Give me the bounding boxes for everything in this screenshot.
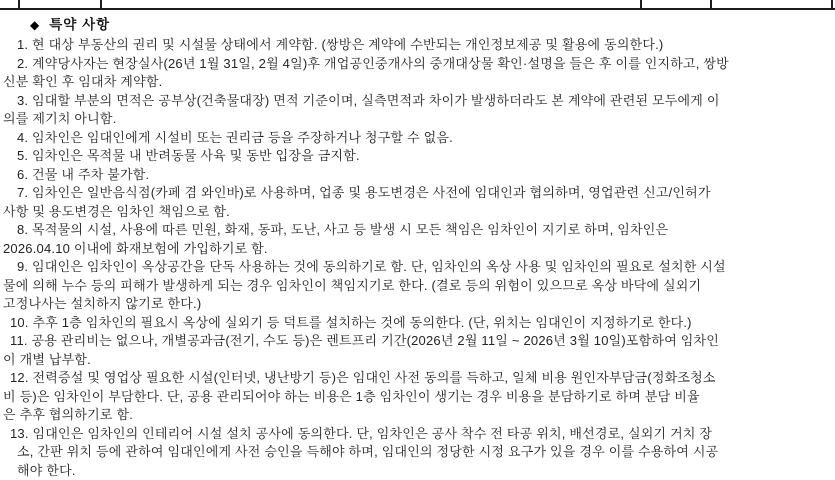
table-column-divider <box>18 0 20 9</box>
term-item-11-line: 11. 공용 관리비는 없으나, 개별공과금(전기, 수도 등)은 렌트프리 기간(2026년 2월 11일 ~ 2026년 3월 10일)포함하여 임차인 <box>10 333 720 348</box>
diamond-icon: ◆ <box>30 18 41 32</box>
term-item-13-line: 소, 간판 위치 등에 관하여 임대인에게 사전 승인을 득해야 하며, 임대인의 정당한 시정 요구가 있을 경우 이를 수용하여 시공 <box>17 444 719 459</box>
term-item-8-line: 8. 목적물의 시설, 사용에 따른 민원, 화재, 동파, 도난, 사고 등 발생 시 모든 책임은 임차인이 지기로 하며, 임차인은 <box>17 222 669 237</box>
term-item-8-line: 2026.04.10 이내에 화재보험에 가입하기로 함. <box>3 240 268 256</box>
term-item-13-line: 해야 한다. <box>17 462 76 478</box>
term-item-9-line: 물에 의해 누수 등의 피해가 발생하게 되는 경우 임차인이 책임지기로 한다. (결로 등의 위험이 있으므로 옥상 바닥에 실외기 <box>3 277 702 293</box>
special-terms-section <box>0 12 835 480</box>
term-item-12-line: 12. 전력증설 및 영업상 필요한 시설(인터넷, 냉난방기 등)은 임대인 사전 동의를 득하고, 일체 비용 원인자부담금(정화조청소 <box>10 370 716 385</box>
term-item-2-line: 2. 계약당사자는 현장실사(26년 1월 31일, 2월 4일)후 개업공인중개사의 중개대상물 확인·설명을 들은 후 이를 인지하고, 쌍방 <box>17 55 729 71</box>
term-item-7-line: 7. 임차인은 일반음식점(카페 겸 와인바)로 사용하며, 업종 및 용도변경은 사전에 임대인과 협의하며, 영업관련 신고/인허가 <box>17 185 711 200</box>
term-item-7-line: 사항 및 용도변경은 임차인 책임으로 함. <box>3 203 230 219</box>
term-item-11-line: 이 개별 납부함. <box>3 351 91 367</box>
section-title-text: 특약 사항 <box>49 17 111 32</box>
term-item-6-line: 6. 건물 내 주차 불가함. <box>17 166 150 182</box>
table-column-divider <box>831 0 833 9</box>
term-item-4-line: 4. 임차인은 임대인에게 시설비 또는 권리금 등을 주장하거나 청구할 수 없음. <box>17 129 453 145</box>
term-item-9-line: 고정나사는 설치하지 않기로 한다.) <box>3 296 202 311</box>
term-item-3-line: 의를 제기치 아니함. <box>3 111 117 126</box>
term-item-12-line: 비 등)은 임차인이 부담한다. 단, 공용 관리되어야 하는 비용은 1층 임차인이 생기는 경우 비용을 분담하기로 하며 분담 비율 <box>3 388 700 404</box>
table-column-divider <box>640 0 642 9</box>
term-item-3-line: 3. 임대할 부분의 면적은 공부상(건축물대장) 면적 기준이며, 실측면적과 차이가 발생하더라도 본 계약에 관련된 모두에게 이 <box>17 92 720 108</box>
table-column-divider <box>100 0 102 9</box>
term-item-9-line: 9. 임대인은 임차인이 옥상공간을 단독 사용하는 것에 동의하기로 함. 단, 임차인의 옥상 사용 및 임차인의 필요로 설치한 시설 <box>17 259 726 274</box>
table-column-divider <box>710 0 712 9</box>
term-item-2-line: 신분 확인 후 임대차 계약함. <box>3 74 163 89</box>
term-item-10-line: 10. 추후 1층 임차인의 필요시 옥상에 실외기 등 덕트를 설치하는 것에 동의한다. (단, 위치는 임대인이 지정하기로 한다.) <box>10 314 692 330</box>
term-item-5-line: 5. 임차인은 목적물 내 반려동물 사육 및 동반 입장을 금지함. <box>17 148 360 163</box>
term-item-13-line: 13. 임대인은 임차인의 인테리어 시설 설치 공사에 동의한다. 단, 임차인은 공사 착수 전 타공 위치, 배선경로, 실외기 거치 장 <box>10 425 713 441</box>
term-item-1-line: 1. 현 대상 부동산의 권리 및 시설물 상태에서 계약함. (쌍방은 계약에 수반되는 개인정보제공 및 활용에 동의한다.) <box>17 37 664 52</box>
term-item-12-line: 은 추후 협의하기로 함. <box>3 407 134 422</box>
section-title <box>3 14 831 36</box>
